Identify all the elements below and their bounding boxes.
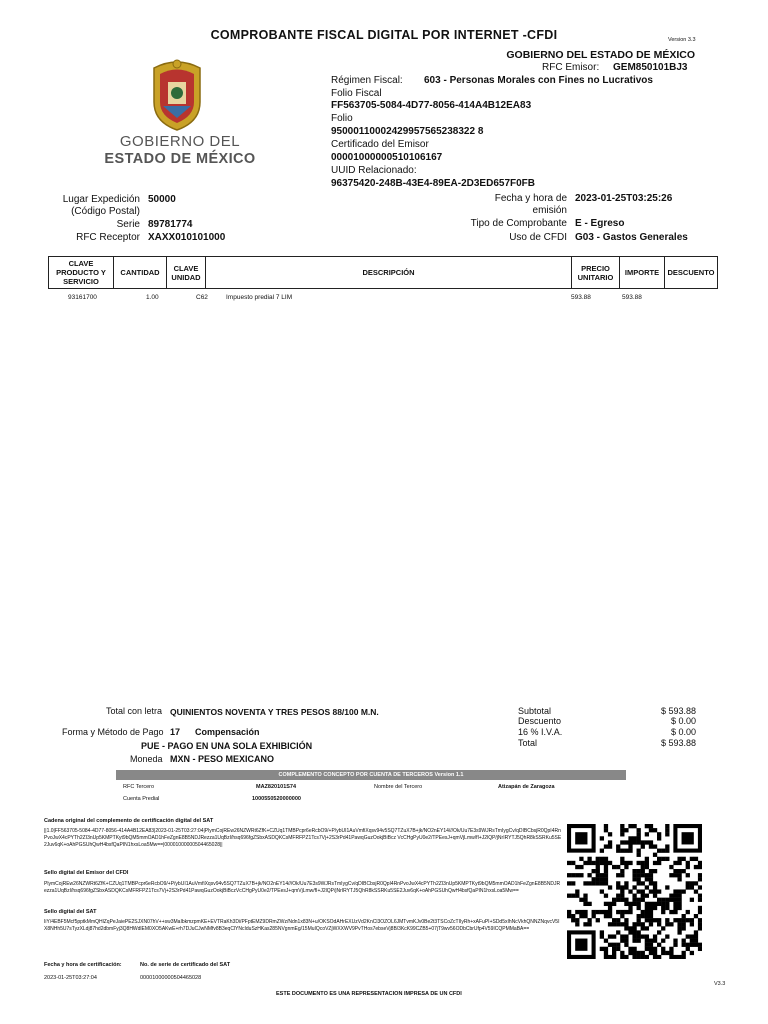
forma-pago-value: Compensación [195, 727, 260, 737]
iva-value: $ 0.00 [670, 727, 696, 737]
col-descuento: DESCUENTO [665, 257, 718, 289]
no-serie-label: No. de serie de certificado del SAT [140, 962, 231, 968]
rfc-receptor-value: XAXX010101000 [148, 232, 226, 243]
fecha-label-emision: emisión [532, 205, 567, 216]
cuenta-predial-label: Cuenta Predial [123, 796, 160, 802]
subtotal-value: $ 593.88 [660, 706, 696, 716]
total-value: $ 593.88 [660, 738, 696, 748]
moneda-label: Moneda [130, 754, 163, 764]
row-descripcion: Impuesto predial 7 LIM [226, 294, 293, 301]
sello-emisor-label: Sello digital del Emisor del CFDI [44, 870, 129, 876]
total-letra-label: Total con letra [106, 706, 163, 716]
rfc-emisor-label: RFC Emisor: [542, 62, 600, 73]
row-cantidad: 1.00 [146, 294, 159, 301]
moneda-value: MXN - PESO MEXICANO [170, 754, 275, 764]
row-precio: 593.88 [571, 294, 591, 301]
cadena-original-label: Cadena original del complemento de certificación digital del SAT [44, 818, 214, 824]
tipo-label: Tipo de Comprobante [470, 218, 567, 229]
row-importe: 593.88 [622, 294, 642, 301]
certificado-label: Certificado del Emisor [331, 139, 429, 150]
nombre-tercero-value: Atizapán de Zaragoza [498, 784, 555, 790]
tipo-value: E - Egreso [575, 218, 625, 229]
serie-value: 89781774 [148, 219, 193, 230]
descuento-label: Descuento [518, 716, 562, 726]
col-precio-unitario: PRECIO UNITARIO [572, 257, 620, 289]
rfc-tercero-label: RFC Tercero [123, 784, 155, 790]
fecha-label: Fecha y hora de [494, 193, 567, 204]
col-cantidad: CANTIDAD [114, 257, 167, 289]
cuenta-predial-value: 1000550520000000 [252, 796, 301, 802]
concepts-table [48, 256, 718, 289]
descuento-value: $ 0.00 [670, 716, 696, 726]
subtotal-label: Subtotal [518, 706, 552, 716]
uuid-value: 96375420-248B-43E4-89EA-2D3ED657F0FB [331, 178, 536, 189]
table-header-row [49, 257, 718, 289]
col-descripcion: DESCRIPCIÓN [206, 257, 572, 289]
document-title: COMPROBANTE FISCAL DIGITAL POR INTERNET -CFDI [210, 28, 558, 42]
metodo-pago-value: PUE - PAGO EN UNA SOLA EXHIBICIÓN [141, 741, 313, 751]
emisor-nombre: GOBIERNO DEL ESTADO DE MÉXICO [506, 49, 695, 61]
rfc-emisor-value: GEM850101BJ3 [613, 62, 688, 73]
folio-fiscal-value: FF563705-5084-4D77-8056-414A4B12EA83 [331, 100, 532, 111]
total-label: Total [518, 738, 538, 748]
cadena-original-value: ||1.0|FF563705-5084-4D77-8056-414A4B12EA83|2023-01-25T03:27:04|PlymCojREw26NZWRt6ZfK+CZUq1TMBPcpr6eRcbO9/+P/ybUI1AuVmfiXqsv94v5SQ7TZuX7B+jk/NO2nEY14///Ok/Uu7E3s9WJRsTmIygCv/qDIBCbsjR0QpI4RnPvoJwX4cPYTh2ZI3nUp5KMPTKyt9bQM5mmOAD1hFeZgnE8B5NDJRezza1UqBzI/hsq696fgZSbxASDQKCsMFRFPZ1Tcs7Vj+2S3rPd41PawqGuzOokjBiBcz VcCHgPyU0e2/TPEesJ+qmVjLmw/fI+J2lQP/jNrIRYTJ5QhR8kSSRKu5SE2Juv6qK+oAhPGSUhQwH4bsfQaPIN1hxsLoa5Mw==|00001000000504465028|| [44, 828, 562, 848]
col-clave-unidad: CLAVE UNIDAD [167, 257, 206, 289]
fecha-certificacion-value: 2023-01-25T03:27:04 [44, 975, 97, 981]
uso-label: Uso de CFDI [509, 232, 567, 243]
regimen-value: 603 - Personas Morales con Fines no Lucrativos [424, 75, 653, 86]
folio-value: 95000110002429957565238322 8 [331, 126, 484, 137]
uuid-label: UUID Relacionado: [331, 165, 417, 176]
forma-pago-code: 17 [170, 727, 181, 737]
version-label: Version 3.3 [668, 37, 696, 43]
lugar-label: Lugar Expedición [62, 194, 140, 205]
footer-note: ESTE DOCUMENTO ES UNA REPRESENTACION IMPRESA DE UN CFDI [276, 991, 462, 997]
sello-emisor-value: PlymCojREw26NZWRt6ZfK+CZUq1TMBPcpr6eRcbO9/+P/ybUI1AuVmfiXqsv94v5SQ7TZuX7B+jk/NO2nEY14///Ok/Uu7E3s9WJRsTmIygCv/qDIBCbsjR0QpI4RnPvoJwX4cPYTh2ZI3nUp5KMPTKyt9bQM5mmOAD1hFeZgnE8B5NDJRezza1UqBzI/hsq696fgZSbxASDQKCsMFRFPZ1Tcs7Vj+2S3rPd41PawqGuzOokjBiBczVcCHgPyU0e2/TPEesJ+qmVjLmw/fI+J2lQP/jNrIRYTJ5QhR8kSSRKu5SE2Juv6qK+oAhPGSUhQwH4bsfQaPIN1hxsLoa5Mw== [44, 881, 561, 894]
coat-of-arms-logo [146, 58, 208, 132]
no-serie-value: 00001000000504465028 [140, 975, 202, 981]
version-footer: V3.3 [714, 981, 726, 987]
nombre-tercero-label: Nombre del Tercero [374, 784, 423, 790]
uso-value: G03 - Gastos Generales [575, 232, 688, 243]
lugar-value: 50000 [148, 194, 176, 205]
rfc-tercero-value: MAZ820101S74 [256, 784, 297, 790]
logo-text-line2: ESTADO DE MÉXICO [104, 151, 256, 167]
certificado-value: 00001000000510106167 [331, 152, 443, 163]
rfc-receptor-label: RFC Receptor [76, 232, 140, 243]
logo-text-line1: GOBIERNO DEL [119, 133, 241, 150]
lugar-label-cp: (Código Postal) [71, 206, 140, 217]
serie-label: Serie [116, 219, 140, 230]
total-letra-value: QUINIENTOS NOVENTA Y TRES PESOS 88/100 M.N. [170, 707, 379, 717]
row-unidad: C62 [196, 294, 208, 301]
row-clave: 93161700 [68, 294, 97, 301]
qr-code [567, 824, 702, 959]
iva-label: 16 % I.V.A. [518, 727, 563, 737]
sello-sat-value: IiY/4EBF5Mcf5pptkMmQHlZqPeJaiePE2SJXN07hV++sw3MaIbkmzpmKE+EVTRaKh3Di/PFptEMZ9DRmZWz/Ndn1x83N+u/OKSOdAHrEXUzVd2KnCl3OZOL6JMTvmKJv0Be2t3TSCoZcTIIyRh+xAFuPI+SDd5xIhNcVkhQNNZNqvcV5IX8NHh5U7sTyzXLdj87hd2dbmFyj3Q8HWdlEM0XO5AKwE+rh7DJuCJwNMfv8B3eqClYNcIduSzHKas285NVgnmEg/15MuIQcoVZjWXXWV9PvTHos7ebseVj8B/3KcK99CZB5+07jT9wv56ODbCbrUfp4V59ICQPMMaBA== [44, 919, 560, 932]
col-importe: IMPORTE [620, 257, 665, 289]
fecha-certificacion-label: Fecha y hora de certificación: [44, 962, 122, 968]
complemento-title-bar: COMPLEMENTO CONCEPTO POR CUENTA DE TERCEROS Version 1.1 [116, 770, 626, 780]
folio-fiscal-label: Folio Fiscal [331, 88, 382, 99]
forma-pago-label: Forma y Método de Pago [62, 727, 164, 737]
folio-label: Folio [331, 113, 353, 124]
regimen-label: Régimen Fiscal: [331, 75, 403, 86]
sello-sat-label: Sello digital del SAT [44, 909, 97, 915]
col-clave-producto: CLAVE PRODUCTO Y SERVICIO [49, 257, 114, 289]
fecha-value: 2023-01-25T03:25:26 [575, 193, 673, 204]
